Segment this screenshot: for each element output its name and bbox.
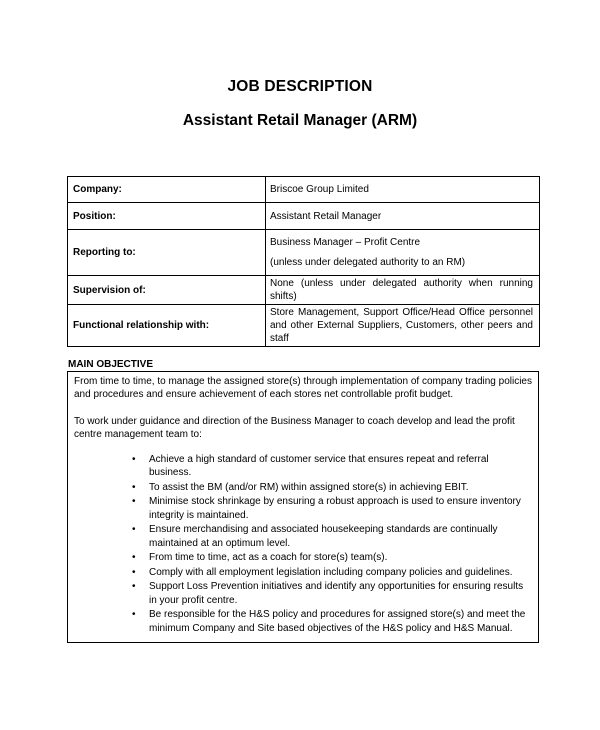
reporting-to-line-1: Business Manager – Profit Centre: [270, 237, 421, 248]
bullet-icon: •: [132, 581, 136, 593]
functional-relationship-text: Store Management, Support Office/Head Office personnel and other External Suppliers, Customers, other peers and staff: [270, 307, 533, 344]
functional-relationship-label: Functional relationship with:: [68, 305, 266, 347]
list-item: [132, 551, 532, 564]
bullet-icon: •: [132, 609, 136, 621]
list-item: [132, 580, 532, 607]
supervision-of-label: Supervision of:: [68, 276, 266, 305]
list-item: [132, 495, 532, 522]
document-subtitle: Assistant Retail Manager (ARM): [182, 112, 418, 129]
bullet-text: From time to time, act as a coach for store(s) team(s).: [149, 552, 388, 564]
bullet-text: To assist the BM (and/or RM) within assigned store(s) in achieving EBIT.: [149, 481, 469, 493]
document-title: JOB DESCRIPTION: [227, 78, 373, 95]
objective-bullet-list: [74, 453, 532, 636]
table-row: [68, 305, 540, 347]
bullet-text: Ensure merchandising and associated housekeeping standards are continually maintained at an optimum level.: [149, 524, 498, 549]
bullet-icon: •: [132, 453, 136, 465]
bullet-icon: •: [132, 481, 136, 493]
list-item: [132, 453, 532, 480]
objective-paragraph-2: To work under guidance and direction of the Business Manager to coach develop and lead the profit centre management team to:: [74, 415, 515, 441]
reporting-to-label: Reporting to:: [68, 230, 266, 276]
position-label: Position:: [68, 203, 266, 230]
reporting-to-value: [266, 230, 540, 276]
main-objective-box: [67, 371, 539, 643]
company-label: Company:: [68, 177, 266, 203]
supervision-of-text: None (unless under delegated authority when running shifts): [270, 278, 533, 302]
list-item: [132, 481, 532, 494]
bullet-icon: •: [132, 524, 136, 536]
bullet-icon: •: [132, 552, 136, 564]
bullet-icon: •: [132, 566, 136, 578]
bullet-icon: •: [132, 496, 136, 508]
bullet-text: Achieve a high standard of customer service that ensures repeat and referral business.: [149, 453, 489, 479]
list-item: [132, 566, 532, 579]
company-value: [266, 177, 540, 203]
position-value: [266, 203, 540, 230]
table-row: [68, 276, 540, 305]
bullet-text: Minimise stock shrinkage by ensuring a robust approach is used to ensure inventory integrity is maintained.: [149, 496, 521, 521]
functional-relationship-value: [266, 305, 540, 347]
objective-paragraph-1: From time to time, to manage the assigned store(s) through implementation of company trading policies and procedures and ensure achievement of each stores net controllable profit budget.: [74, 376, 532, 401]
list-item: [132, 608, 532, 635]
bullet-text: Support Loss Prevention initiatives and identify any opportunities for ensuring results in your profit centre.: [149, 581, 524, 606]
table-row: [68, 230, 540, 276]
info-table: [67, 176, 540, 347]
company-value-text: Briscoe Group Limited: [270, 184, 369, 195]
reporting-to-line-2: (unless under delegated authority to an RM): [270, 257, 466, 268]
supervision-of-value: [266, 276, 540, 305]
main-objective-heading: MAIN OBJECTIVE: [68, 359, 154, 370]
table-row: [68, 177, 540, 203]
table-row: [68, 203, 540, 230]
position-value-text: Assistant Retail Manager: [270, 210, 382, 222]
list-item: [132, 523, 532, 550]
bullet-text: Comply with all employment legislation including company policies and guidelines.: [149, 566, 513, 578]
bullet-text: Be responsible for the H&S policy and procedures for assigned store(s) and meet the minimum Company and Site based objectives of the H&S policy and H&S Manual.: [149, 609, 526, 634]
